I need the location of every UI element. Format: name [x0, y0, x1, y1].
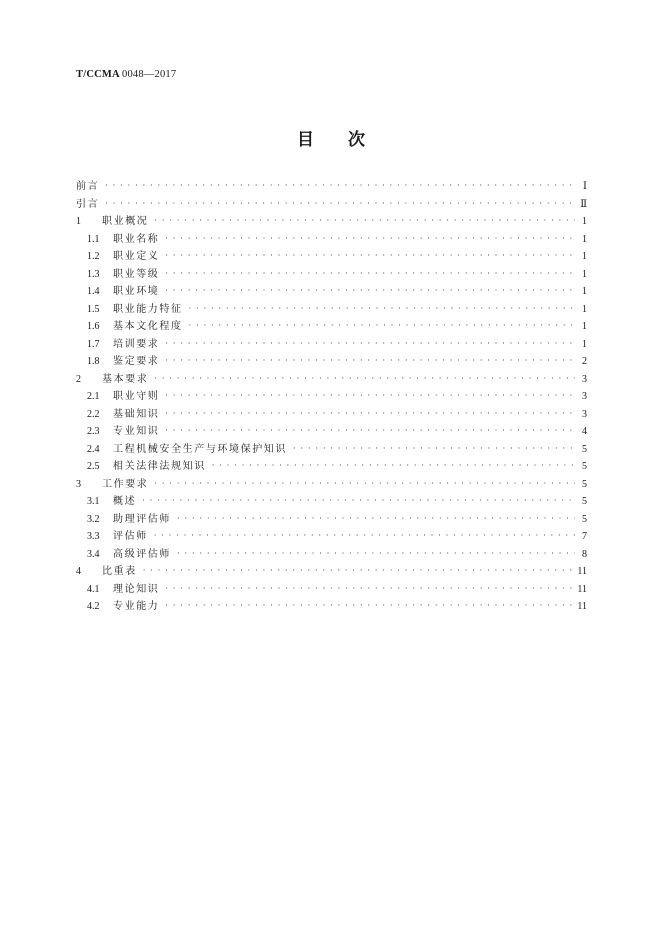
toc-leader-dots [177, 545, 575, 563]
toc-entry-label: 专业能力 [113, 601, 160, 612]
toc-entry-page: 11 [577, 583, 587, 595]
toc-entry-number: 4.2 [87, 601, 100, 612]
toc-entry-page: 1 [582, 251, 587, 262]
document-code-prefix: T/CCMA [76, 69, 120, 80]
toc-entry-page: Ⅱ [580, 198, 587, 210]
toc-entry[interactable] [76, 546, 587, 564]
toc-entry[interactable] [76, 266, 587, 284]
toc-entry-number: 3.1 [87, 496, 100, 507]
toc-entry-label: 理论知识 [113, 583, 160, 595]
toc-entry-label: 基本要求 [102, 373, 149, 385]
toc-leader-dots [154, 527, 575, 545]
toc-entry-page: 11 [577, 601, 587, 612]
toc-entry[interactable] [76, 581, 587, 599]
toc-entry-number: 4.1 [87, 583, 100, 595]
toc-leader-dots [154, 475, 575, 493]
toc-entry-page: 5 [582, 443, 587, 455]
toc-entry-page: 1 [582, 233, 587, 245]
toc-leader-dots [165, 247, 575, 265]
toc-leader-dots [165, 580, 573, 598]
toc-entry-number: 4 [76, 566, 81, 577]
toc-entry[interactable] [76, 248, 587, 266]
toc-entry[interactable] [76, 598, 587, 616]
toc-entry[interactable] [76, 301, 587, 319]
toc-leader-dots [142, 492, 575, 510]
toc-entry[interactable] [76, 371, 587, 389]
toc-entry[interactable] [76, 388, 587, 406]
toc-leader-dots [165, 282, 575, 300]
toc-entry[interactable] [76, 563, 587, 581]
toc-entry[interactable] [76, 213, 587, 231]
toc-entry-page: 5 [582, 496, 587, 507]
toc-entry-label: 职业守则 [113, 391, 160, 402]
toc-entry-number: 2.5 [87, 461, 100, 472]
toc-entry[interactable] [76, 336, 587, 354]
toc-entry[interactable] [76, 406, 587, 424]
toc-entry-label: 助理评估师 [113, 513, 171, 525]
toc-entry-page: 2 [582, 356, 587, 367]
toc-leader-dots [165, 352, 575, 370]
toc-leader-dots [165, 387, 575, 405]
toc-entry[interactable] [76, 231, 587, 249]
toc-leader-dots [293, 440, 575, 458]
toc-entry-number: 2.4 [87, 443, 100, 455]
toc-leader-dots [165, 335, 575, 353]
toc-entry-page: 1 [582, 286, 587, 297]
toc-entry-page: 1 [582, 303, 587, 315]
toc-entry-label: 培训要求 [113, 338, 160, 350]
toc-entry[interactable] [76, 528, 587, 546]
toc-entry-page: 5 [582, 513, 587, 525]
toc-entry-number: 1.6 [87, 321, 100, 332]
toc-entry[interactable] [76, 493, 587, 511]
toc-entry-page: Ⅰ [583, 181, 587, 192]
toc-entry-label: 职业能力特征 [113, 303, 183, 315]
toc-entry-number: 1.3 [87, 268, 100, 280]
toc-entry[interactable] [76, 283, 587, 301]
toc-leader-dots [189, 300, 575, 318]
toc-leader-dots [105, 177, 575, 195]
toc-title-char-2: 次 [348, 130, 365, 150]
toc-leader-dots [154, 370, 575, 388]
toc-leader-dots [165, 230, 575, 248]
toc-entry-label: 职业等级 [113, 268, 160, 280]
toc-entry-number: 2.1 [87, 391, 100, 402]
toc-entry-page: 3 [582, 391, 587, 402]
toc-entry-label: 职业名称 [113, 233, 160, 245]
toc-entry-page: 5 [582, 478, 587, 490]
toc-entry-page: 7 [582, 531, 587, 542]
toc-entry-number: 1.2 [87, 251, 100, 262]
toc-leader-dots [189, 317, 575, 335]
toc-leader-dots [143, 562, 574, 580]
table-of-contents [76, 178, 587, 616]
toc-entry-number: 2.3 [87, 426, 100, 437]
toc-entry-label: 工作要求 [102, 478, 149, 490]
toc-entry-number: 1.7 [87, 338, 100, 350]
toc-entry-page: 1 [582, 216, 587, 227]
toc-entry[interactable] [76, 196, 587, 214]
toc-entry-page: 5 [582, 461, 587, 472]
toc-entry-number: 1 [76, 216, 81, 227]
toc-entry-number: 1.1 [87, 233, 100, 245]
document-code-number: 0048—2017 [122, 69, 177, 80]
toc-entry-label: 高级评估师 [113, 548, 171, 560]
toc-entry[interactable] [76, 458, 587, 476]
toc-entry-page: 1 [582, 338, 587, 350]
toc-entry-number: 3.2 [87, 513, 100, 525]
toc-entry-label: 鉴定要求 [113, 356, 160, 367]
toc-leader-dots [154, 212, 575, 230]
toc-entry-page: 1 [582, 321, 587, 332]
toc-entry-page: 1 [582, 268, 587, 280]
toc-title-char-1: 目 [297, 130, 314, 150]
toc-entry[interactable] [76, 178, 587, 196]
toc-entry-label: 职业概况 [102, 216, 149, 227]
toc-entry-label: 概述 [113, 496, 137, 507]
toc-leader-dots [177, 510, 575, 528]
toc-entry-number: 1.4 [87, 286, 100, 297]
toc-leader-dots [165, 405, 575, 423]
toc-entry[interactable] [76, 476, 587, 494]
toc-entry-label: 比重表 [102, 566, 137, 577]
toc-leader-dots [165, 422, 575, 440]
toc-entry-number: 3 [76, 478, 81, 490]
toc-entry-page: 3 [582, 408, 587, 420]
toc-entry-page: 4 [582, 426, 587, 437]
toc-entry[interactable] [76, 423, 587, 441]
toc-entry[interactable] [76, 318, 587, 336]
toc-entry[interactable] [76, 511, 587, 529]
toc-entry-number: 3.3 [87, 531, 100, 542]
toc-entry-page: 8 [582, 548, 587, 560]
document-code [76, 69, 176, 80]
toc-entry-label: 相关法律法规知识 [113, 461, 206, 472]
toc-entry-label: 评估师 [113, 531, 148, 542]
toc-entry-number: 1.5 [87, 303, 100, 315]
toc-entry-number: 2.2 [87, 408, 100, 420]
toc-leader-dots [212, 457, 575, 475]
toc-entry-label: 前言 [76, 181, 100, 192]
toc-entry-label: 工程机械安全生产与环境保护知识 [113, 443, 287, 455]
toc-entry-page: 3 [582, 373, 587, 385]
toc-entry-label: 职业定义 [113, 251, 160, 262]
toc-leader-dots [165, 265, 575, 283]
toc-entry-label: 基本文化程度 [113, 321, 183, 332]
toc-leader-dots [105, 195, 575, 213]
toc-entry-page: 11 [577, 566, 587, 577]
toc-entry-label: 基础知识 [113, 408, 160, 420]
toc-entry[interactable] [76, 353, 587, 371]
toc-leader-dots [165, 597, 573, 615]
toc-entry-number: 2 [76, 373, 81, 385]
toc-entry-label: 职业环境 [113, 286, 160, 297]
toc-entry[interactable] [76, 441, 587, 459]
toc-entry-label: 专业知识 [113, 426, 160, 437]
toc-entry-number: 3.4 [87, 548, 100, 560]
toc-title [0, 125, 662, 150]
toc-entry-number: 1.8 [87, 356, 100, 367]
toc-entry-label: 引言 [76, 198, 100, 210]
